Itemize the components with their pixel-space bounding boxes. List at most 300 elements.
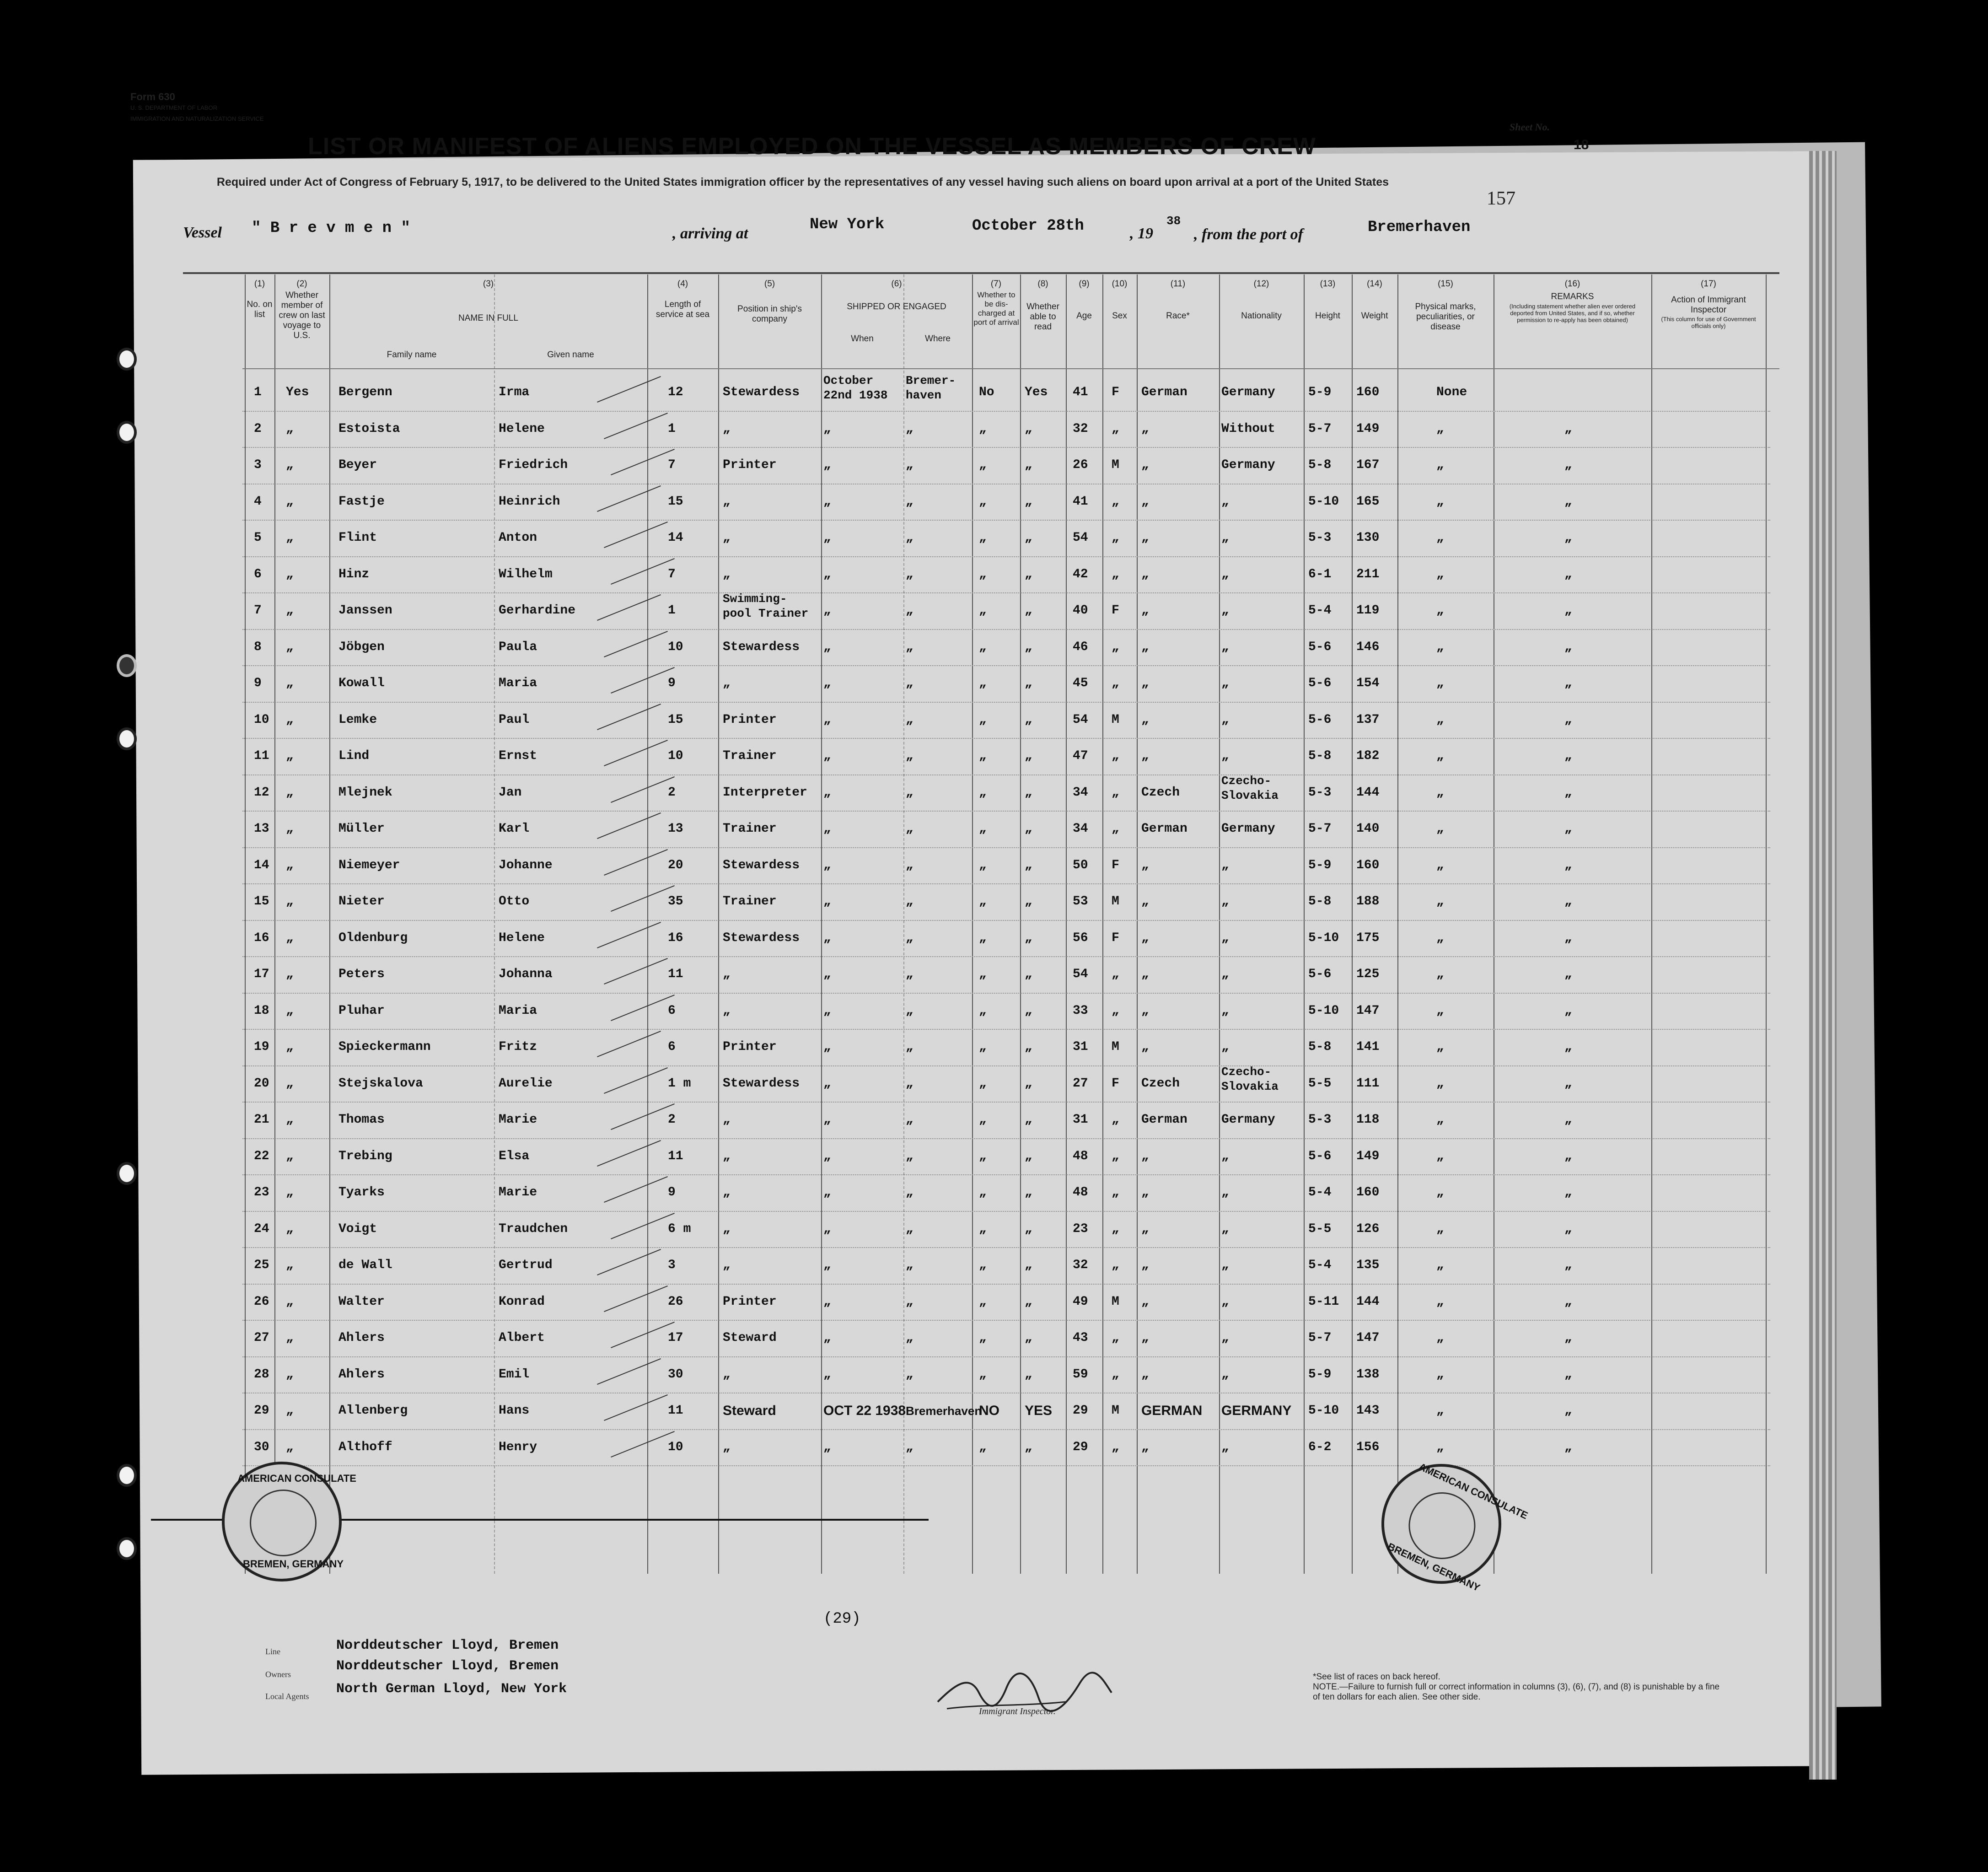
row-number-cell: 5	[254, 531, 262, 545]
physical-marks-cell: „	[1436, 676, 1444, 690]
age-cell: 48	[1073, 1185, 1088, 1200]
service-length-cell: 3	[668, 1258, 676, 1272]
able-to-read-cell: „	[1025, 1367, 1032, 1382]
weight-cell: 118	[1356, 1113, 1380, 1127]
service-length-cell: 16	[668, 931, 683, 945]
check-mark	[611, 558, 675, 584]
row-number-cell: 29	[254, 1404, 269, 1418]
row-number-cell: 30	[254, 1440, 269, 1454]
service-length-cell: 1 m	[668, 1076, 691, 1091]
sex-cell: „	[1112, 1003, 1119, 1018]
position-cell: Steward	[723, 1331, 777, 1345]
able-to-read-cell: „	[1025, 1185, 1032, 1200]
height-cell: 5-8	[1308, 458, 1332, 472]
race-cell: „	[1141, 1185, 1149, 1200]
given-name-cell: Aurelie	[499, 1076, 553, 1091]
shipped-when-cell: „	[823, 1113, 831, 1127]
row-number-cell: 27	[254, 1331, 269, 1345]
race-cell: „	[1141, 676, 1149, 690]
given-name-cell: Paula	[499, 640, 537, 654]
nationality-cell: Germany	[1221, 385, 1275, 399]
col6-number: (6)	[891, 279, 902, 289]
sex-cell: „	[1112, 967, 1119, 981]
footer-notes	[1313, 1672, 1725, 1702]
discharged-cell: „	[979, 603, 987, 618]
shipped-where-cell: „	[906, 1331, 913, 1345]
shipped-where-cell: „	[906, 1040, 913, 1054]
check-mark	[597, 485, 661, 511]
sex-cell: M	[1112, 894, 1119, 909]
shipped-where-cell: „	[906, 1076, 913, 1091]
shipped-when-cell: „	[823, 1149, 831, 1163]
check-mark	[597, 594, 661, 621]
shipped-where-cell: „	[906, 931, 913, 945]
shipped-where-cell: „	[906, 1440, 913, 1454]
col13-header: Height	[1315, 311, 1340, 321]
race-cell: „	[1141, 1221, 1149, 1236]
position-cell: Interpreter	[723, 785, 807, 800]
table-top-rule	[183, 272, 1779, 274]
service-length-cell: 17	[668, 1331, 683, 1345]
physical-marks-cell: „	[1436, 1440, 1444, 1454]
punch-hole	[117, 1464, 137, 1487]
race-cell: „	[1141, 1040, 1149, 1054]
service-length-cell: 7	[668, 458, 676, 472]
col2-header: Whether member of crew on last voyage to U.S.	[279, 290, 325, 340]
shipped-when-cell: „	[823, 1331, 831, 1345]
table-row	[183, 957, 1770, 993]
nationality-cell: GERMANY	[1221, 1403, 1292, 1418]
age-cell: 34	[1073, 785, 1088, 800]
age-cell: 33	[1073, 1003, 1088, 1018]
check-mark	[604, 958, 668, 984]
family-name-cell: Peters	[338, 967, 385, 981]
last-voyage-cell: „	[286, 421, 294, 436]
remarks-cell: „	[1564, 531, 1572, 545]
discharged-cell: „	[979, 1294, 987, 1309]
remarks-cell: „	[1564, 640, 1572, 654]
form-number: Form 630	[130, 91, 175, 102]
family-name-cell: Nieter	[338, 894, 385, 909]
row-number-cell: 14	[254, 858, 269, 872]
col4-header: Length of service at sea	[656, 300, 710, 319]
able-to-read-cell: „	[1025, 676, 1032, 690]
shipped-when-cell: „	[823, 785, 831, 800]
age-cell: 54	[1073, 531, 1088, 545]
race-cell: „	[1141, 531, 1149, 545]
position-cell: Stewardess	[723, 858, 800, 872]
sex-cell: M	[1112, 1294, 1119, 1309]
race-cell: German	[1141, 1113, 1187, 1127]
punch-hole	[117, 1537, 137, 1560]
able-to-read-cell: „	[1025, 1258, 1032, 1272]
physical-marks-cell: „	[1436, 1003, 1444, 1018]
nationality-cell: „	[1221, 894, 1229, 909]
physical-marks-cell: „	[1436, 567, 1444, 581]
able-to-read-cell: „	[1025, 858, 1032, 872]
shipped-when-cell: „	[823, 1185, 831, 1200]
nationality-cell: Germany	[1221, 1113, 1275, 1127]
able-to-read-cell: „	[1025, 785, 1032, 800]
seal-text-bottom: BREMEN, GERMANY	[243, 1558, 344, 1570]
nationality-cell: „	[1221, 1367, 1229, 1382]
col9-number: (9)	[1079, 279, 1090, 289]
height-cell: 5-3	[1308, 785, 1332, 800]
row-number-cell: 4	[254, 494, 262, 509]
service-length-cell: 2	[668, 1113, 676, 1127]
remarks-cell: „	[1564, 1003, 1572, 1018]
remarks-cell: „	[1564, 712, 1572, 727]
family-name-cell: de Wall	[338, 1258, 392, 1272]
last-voyage-cell: „	[286, 1440, 294, 1454]
family-name-cell: Pluhar	[338, 1003, 385, 1018]
service-length-cell: 11	[668, 967, 683, 981]
nationality-cell: „	[1221, 712, 1229, 727]
position-cell: Swimming- pool Trainer	[723, 592, 809, 620]
col9-header: Age	[1076, 311, 1092, 321]
service-length-cell: 13	[668, 822, 683, 836]
table-row	[183, 1066, 1770, 1102]
last-voyage-cell: „	[286, 822, 294, 836]
race-cell: „	[1141, 603, 1149, 618]
able-to-read-cell: „	[1025, 967, 1032, 981]
remarks-cell: „	[1564, 1040, 1572, 1054]
given-name-cell: Traudchen	[499, 1221, 568, 1236]
given-name-cell: Gertrud	[499, 1258, 553, 1272]
able-to-read-cell: „	[1025, 1003, 1032, 1018]
col2-number: (2)	[296, 279, 307, 289]
given-name-cell: Albert	[499, 1331, 545, 1345]
check-mark	[611, 1431, 675, 1457]
height-cell: 5-8	[1308, 894, 1332, 909]
col8-number: (8)	[1037, 279, 1048, 289]
able-to-read-cell: „	[1025, 822, 1032, 836]
physical-marks-cell: „	[1436, 494, 1444, 509]
table-row	[183, 521, 1770, 556]
shipped-where-cell: „	[906, 967, 913, 981]
shipped-where-cell: „	[906, 749, 913, 763]
weight-cell: 160	[1356, 385, 1380, 399]
weight-cell: 147	[1356, 1003, 1380, 1018]
physical-marks-cell: „	[1436, 531, 1444, 545]
shipped-when-cell: „	[823, 822, 831, 836]
nationality-cell: „	[1221, 494, 1229, 509]
remarks-cell: „	[1564, 1076, 1572, 1091]
nationality-cell: „	[1221, 1185, 1229, 1200]
row-number-cell: 13	[254, 822, 269, 836]
nationality-cell: „	[1221, 1003, 1229, 1018]
position-cell: „	[723, 1221, 731, 1236]
given-name-cell: Paul	[499, 712, 530, 727]
physical-marks-cell: „	[1436, 931, 1444, 945]
family-name-cell: Flint	[338, 531, 377, 545]
col3a-header: Family name	[387, 350, 437, 360]
shipped-when-cell: „	[823, 967, 831, 981]
sex-cell: „	[1112, 567, 1119, 581]
race-cell: „	[1141, 894, 1149, 909]
penalty-note: NOTE.—Failure to furnish full or correct information in columns (3), (6), (7), and (8) is punishable by a fine of ten dollars for each alien. See other side.	[1313, 1682, 1720, 1702]
shipped-where-cell: „	[906, 894, 913, 909]
check-mark	[611, 885, 675, 912]
race-cell: „	[1141, 640, 1149, 654]
given-name-cell: Johanna	[499, 967, 553, 981]
able-to-read-cell: „	[1025, 712, 1032, 727]
remarks-cell: „	[1564, 858, 1572, 872]
row-number-cell: 22	[254, 1149, 269, 1163]
last-voyage-cell: „	[286, 640, 294, 654]
shipped-when-cell: „	[823, 1294, 831, 1309]
sex-cell: F	[1112, 385, 1119, 399]
family-name-cell: Mlejnek	[338, 785, 392, 800]
check-mark	[611, 1212, 675, 1239]
table-row	[183, 739, 1770, 775]
row-number-cell: 6	[254, 567, 262, 581]
table-row	[183, 1212, 1770, 1248]
discharged-cell: „	[979, 1258, 987, 1272]
last-voyage-cell: „	[286, 1367, 294, 1382]
shipped-when-cell: „	[823, 603, 831, 618]
discharged-cell: „	[979, 858, 987, 872]
service-length-cell: 6 m	[668, 1221, 691, 1236]
race-cell: „	[1141, 1367, 1149, 1382]
physical-marks-cell: „	[1436, 458, 1444, 472]
last-voyage-cell: Yes	[286, 385, 309, 399]
race-cell: „	[1141, 1149, 1149, 1163]
shipped-when-cell: „	[823, 1258, 831, 1272]
table-row	[183, 1139, 1770, 1175]
given-name-cell: Friedrich	[499, 458, 568, 472]
nationality-cell: „	[1221, 603, 1229, 618]
nationality-cell: „	[1221, 931, 1229, 945]
family-name-cell: Fastje	[338, 494, 385, 509]
owners-value: Norddeutscher Lloyd, Bremen	[336, 1658, 559, 1674]
weight-cell: 165	[1356, 494, 1380, 509]
discharged-cell: „	[979, 1149, 987, 1163]
vessel-name: " B r e v m e n "	[252, 220, 410, 237]
age-cell: 50	[1073, 858, 1088, 872]
col7-number: (7)	[990, 279, 1002, 289]
shipped-where-cell: Bremer- haven	[906, 374, 956, 402]
col15-header: Physical marks, peculiarities, or disease	[1415, 302, 1476, 332]
nationality-cell: „	[1221, 1258, 1229, 1272]
punch-hole	[117, 421, 137, 444]
shipped-where-cell: „	[906, 1367, 913, 1382]
shipped-where-cell: „	[906, 1221, 913, 1236]
race-note: *See list of races on back hereof.	[1313, 1672, 1440, 1682]
row-number-cell: 23	[254, 1185, 269, 1200]
position-cell: Printer	[723, 458, 777, 472]
table-row	[183, 812, 1770, 847]
shipped-when-cell: „	[823, 931, 831, 945]
given-name-cell: Maria	[499, 1003, 537, 1018]
col6b-header: Where	[925, 334, 951, 344]
family-name-cell: Hinz	[338, 567, 370, 581]
sex-cell: F	[1112, 931, 1119, 945]
able-to-read-cell: „	[1025, 894, 1032, 909]
given-name-cell: Elsa	[499, 1149, 530, 1163]
height-cell: 5-6	[1308, 712, 1332, 727]
service-length-cell: 9	[668, 1185, 676, 1200]
position-cell: „	[723, 1367, 731, 1382]
discharged-cell: „	[979, 1076, 987, 1091]
able-to-read-cell: „	[1025, 1294, 1032, 1309]
given-name-cell: Ernst	[499, 749, 537, 763]
shipped-where-cell: „	[906, 603, 913, 618]
handwritten-number: 157	[1487, 188, 1515, 209]
age-cell: 41	[1073, 494, 1088, 509]
shipped-when-cell: „	[823, 421, 831, 436]
col5-header: Position in ship's company	[737, 304, 802, 324]
physical-marks-cell: „	[1436, 1367, 1444, 1382]
given-name-cell: Karl	[499, 822, 530, 836]
table-row	[183, 703, 1770, 738]
col16-subheader: (Including statement whether alien ever ordered deported from United States, and if so, whether permission to re-apply has been obtained)	[1509, 303, 1636, 323]
sex-cell: M	[1112, 458, 1119, 472]
col10-header: Sex	[1112, 311, 1127, 321]
family-name-cell: Althoff	[338, 1440, 392, 1454]
table-row	[183, 994, 1770, 1029]
position-cell: Trainer	[723, 894, 777, 909]
shipped-when-cell: „	[823, 640, 831, 654]
col17-header: Action of Immigrant Inspector	[1671, 295, 1746, 315]
col6-header: SHIPPED OR ENGAGED	[847, 302, 946, 312]
able-to-read-cell: „	[1025, 531, 1032, 545]
position-cell: Steward	[723, 1403, 776, 1418]
physical-marks-cell: „	[1436, 967, 1444, 981]
race-cell: German	[1141, 385, 1187, 399]
nationality-cell: „	[1221, 1331, 1229, 1345]
punch-hole	[117, 727, 137, 750]
discharged-cell: „	[979, 822, 987, 836]
height-cell: 5-9	[1308, 1367, 1332, 1382]
able-to-read-cell: „	[1025, 1440, 1032, 1454]
nationality-cell: „	[1221, 1440, 1229, 1454]
nationality-cell: Without	[1221, 421, 1275, 436]
height-cell: 5-4	[1308, 1185, 1332, 1200]
age-cell: 32	[1073, 1258, 1088, 1272]
discharged-cell: „	[979, 458, 987, 472]
row-number-cell: 24	[254, 1221, 269, 1236]
age-cell: 59	[1073, 1367, 1088, 1382]
service-length-cell: 1	[668, 603, 676, 618]
col4-number: (4)	[677, 279, 688, 289]
check-mark	[611, 994, 675, 1021]
shipped-where-cell: „	[906, 1113, 913, 1127]
position-cell: Trainer	[723, 822, 777, 836]
last-voyage-cell: „	[286, 1404, 294, 1418]
sex-cell: M	[1112, 1404, 1119, 1418]
department: U. S. DEPARTMENT OF LABOR	[130, 104, 217, 111]
row-number-cell: 10	[254, 712, 269, 727]
check-mark	[597, 703, 661, 730]
age-cell: 41	[1073, 385, 1088, 399]
table-row	[183, 1103, 1770, 1138]
able-to-read-cell: „	[1025, 1113, 1032, 1127]
height-cell: 6-1	[1308, 567, 1332, 581]
sex-cell: „	[1112, 676, 1119, 690]
able-to-read-cell: „	[1025, 1221, 1032, 1236]
check-mark	[611, 667, 675, 694]
table-row	[183, 1321, 1770, 1356]
col13-number: (13)	[1320, 279, 1336, 289]
position-cell: „	[723, 494, 731, 509]
last-voyage-cell: „	[286, 603, 294, 618]
last-voyage-cell: „	[286, 1076, 294, 1091]
remarks-cell: „	[1564, 822, 1572, 836]
seal-text-top: AMERICAN CONSULATE	[1417, 1461, 1530, 1522]
physical-marks-cell: „	[1436, 640, 1444, 654]
col1-header: No. on list	[247, 300, 273, 319]
family-name-cell: Oldenburg	[338, 931, 408, 945]
col15-number: (15)	[1438, 279, 1453, 289]
weight-cell: 146	[1356, 640, 1380, 654]
shipped-where-cell: „	[906, 421, 913, 436]
col5-number: (5)	[764, 279, 775, 289]
discharged-cell: „	[979, 1185, 987, 1200]
weight-cell: 211	[1356, 567, 1380, 581]
sex-cell: F	[1112, 1076, 1119, 1091]
given-name-cell: Helene	[499, 931, 545, 945]
sex-cell: „	[1112, 421, 1119, 436]
able-to-read-cell: „	[1025, 421, 1032, 436]
check-mark	[604, 1394, 668, 1421]
check-mark	[604, 412, 668, 439]
shipped-when-cell: „	[823, 531, 831, 545]
shipped-when-cell: OCT 22 1938	[823, 1403, 906, 1418]
physical-marks-cell: „	[1436, 1331, 1444, 1345]
weight-cell: 144	[1356, 785, 1380, 800]
weight-cell: 175	[1356, 931, 1380, 945]
sheet-no-label: Sheet No.	[1510, 121, 1550, 133]
discharged-cell: No	[979, 385, 994, 399]
punch-hole	[117, 654, 137, 677]
able-to-read-cell: „	[1025, 1040, 1032, 1054]
family-name-cell: Ahlers	[338, 1331, 385, 1345]
service-length-cell: 30	[668, 1367, 683, 1382]
shipped-when-cell: „	[823, 1003, 831, 1018]
age-cell: 54	[1073, 967, 1088, 981]
check-mark	[604, 849, 668, 875]
check-mark	[604, 740, 668, 766]
check-mark	[611, 449, 675, 475]
able-to-read-cell: „	[1025, 749, 1032, 763]
table-row	[183, 884, 1770, 920]
remarks-cell: „	[1564, 1113, 1572, 1127]
given-name-cell: Fritz	[499, 1040, 537, 1054]
given-name-cell: Heinrich	[499, 494, 560, 509]
service-length-cell: 6	[668, 1040, 676, 1054]
col16-header: REMARKS	[1551, 292, 1594, 301]
service: IMMIGRATION AND NATURALIZATION SERVICE	[130, 115, 264, 122]
race-cell: „	[1141, 967, 1149, 981]
nationality-cell: „	[1221, 1040, 1229, 1054]
age-cell: 49	[1073, 1294, 1088, 1309]
check-mark	[597, 1031, 661, 1057]
table-row	[183, 593, 1770, 629]
nationality-cell: Czecho- Slovakia	[1221, 1065, 1279, 1093]
family-name-cell: Kowall	[338, 676, 385, 690]
age-cell: 40	[1073, 603, 1088, 618]
discharged-cell: „	[979, 712, 987, 727]
family-name-cell: Spieckermann	[338, 1040, 431, 1054]
service-length-cell: 6	[668, 1003, 676, 1018]
family-name-cell: Niemeyer	[338, 858, 400, 872]
vessel-line	[183, 214, 1471, 247]
check-mark	[597, 921, 661, 948]
col14-header: Weight	[1361, 311, 1388, 321]
last-voyage-cell: „	[286, 531, 294, 545]
last-voyage-cell: „	[286, 1221, 294, 1236]
